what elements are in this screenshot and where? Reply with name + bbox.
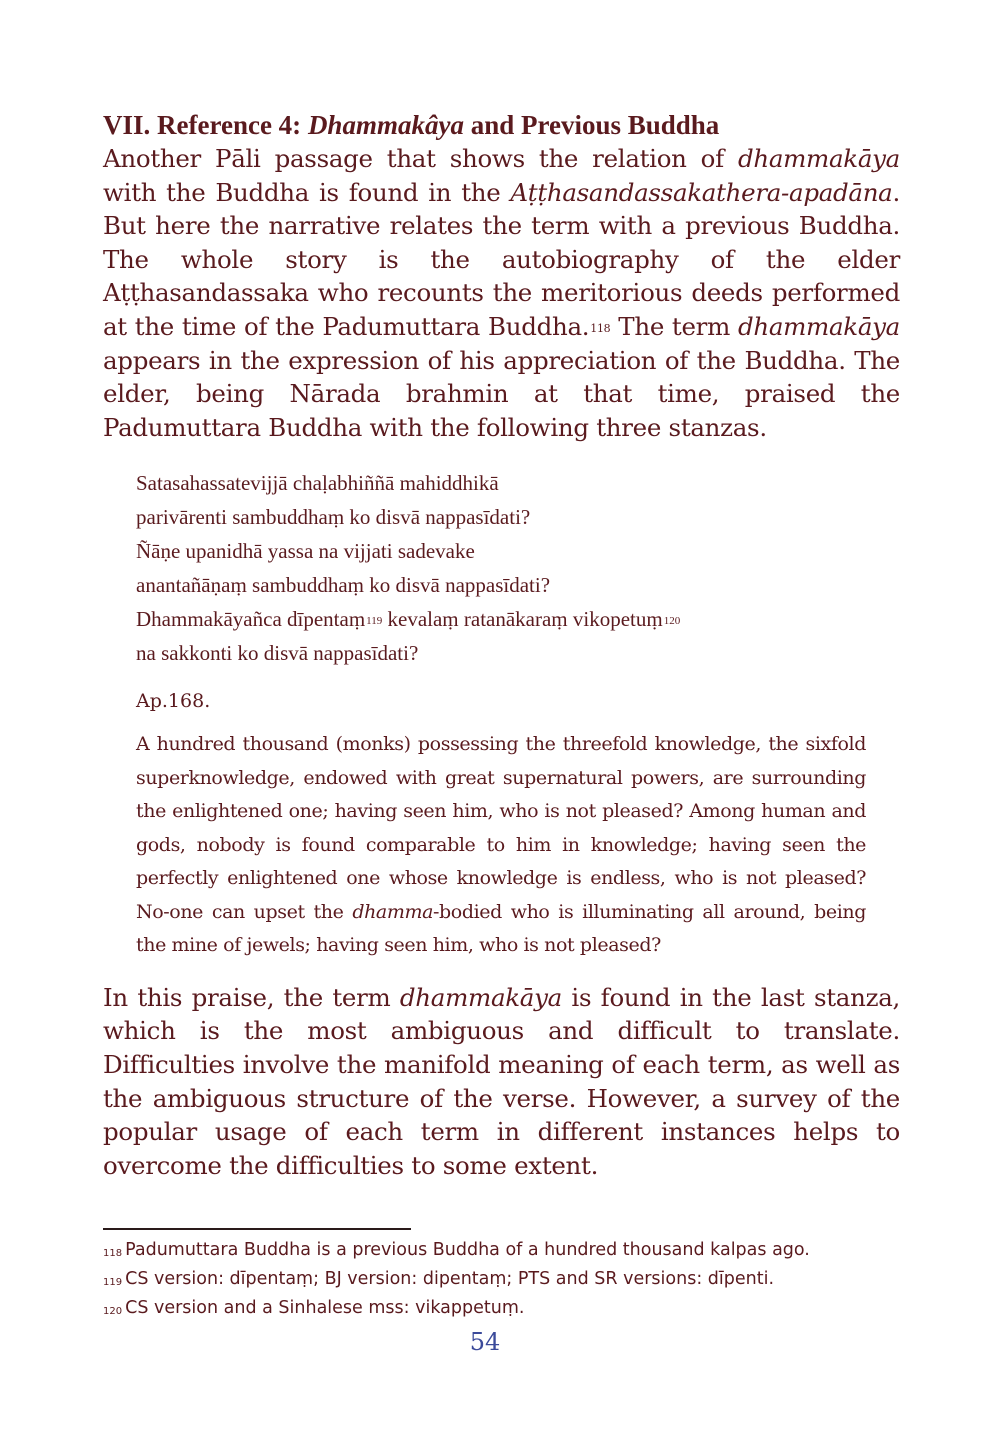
intro-paragraph <box>103 142 900 444</box>
verse-line: na sakkonti ko disvā nappasīdati? <box>136 641 419 666</box>
heading-suffix: and Previous Buddha <box>463 110 720 140</box>
heading-prefix: VII. Reference 4: <box>103 110 308 140</box>
footnote-number: 120 <box>103 1306 123 1317</box>
intro-italic-1: dhammakāya <box>737 144 900 173</box>
footnote-ref-120[interactable]: 120 <box>663 615 681 628</box>
verse-line: Ñāṇe upanidhā yassa na vijjati sadevake <box>136 539 475 564</box>
footnote-item <box>103 1294 903 1323</box>
footnote-divider <box>103 1228 411 1230</box>
footnote-number: 119 <box>103 1277 123 1288</box>
footnote-number: 118 <box>103 1248 123 1259</box>
footnotes <box>103 1236 903 1323</box>
intro-text-1: Another Pāli passage that shows the relation of <box>103 144 738 173</box>
translation-text-2: -bodied who is illuminating all around, being the mine of jewels; having seen him, who is not pleased? <box>136 900 867 957</box>
verse-translation <box>136 728 866 963</box>
intro-text-5: appears in the expression of his appreciation of the Buddha. The elder, being Nārada brahmin at that time, praised the Padumuttara Buddha with the following three stanzas. <box>103 345 900 442</box>
verse-source: Ap.168. <box>136 690 211 713</box>
footnote-text: Padumuttara Buddha is a previous Buddha of a hundred thousand kalpas ago. <box>125 1240 810 1260</box>
footnote-ref-118[interactable]: 118 <box>590 321 611 335</box>
page-body <box>103 108 900 1182</box>
verse-line <box>136 602 866 636</box>
closing-text-2: is found in the last stanza, which is the most ambiguous and difficult to translate. Difficulties involve the manifold meaning of each term, as well as the ambiguous structure of the verse. However, a survey of the popular usage of each term in different instances helps to overcome the difficulties to some extent. <box>103 982 900 1180</box>
verse-line5-part2: kevalaṃ ratanākaraṃ vikopetuṃ <box>382 607 663 632</box>
footnote-ref-119[interactable]: 119 <box>366 615 383 628</box>
verse-line: Satasahassatevijjā chaḷabhiññā mahiddhikā <box>136 471 499 496</box>
intro-text-4: The term <box>610 311 738 341</box>
closing-italic: dhammakāya <box>399 982 562 1012</box>
heading-italic-term: Dhammakâya <box>307 110 464 140</box>
footnote-text: CS version: dīpentaṃ; BJ version: dipentaṃ; PTS and SR versions: dīpenti. <box>125 1269 775 1289</box>
footnote-text: CS version and a Sinhalese mss: vikappetuṃ. <box>125 1298 525 1318</box>
translation-italic: dhamma <box>352 900 434 923</box>
closing-paragraph <box>103 981 900 1183</box>
footnote-item <box>103 1236 903 1265</box>
page-number: 54 <box>469 1328 501 1356</box>
verse-line: anantañāṇaṃ sambuddhaṃ ko disvā nappasīdati? <box>136 573 551 598</box>
intro-text-3: . But here the narrative relates the term with a previous Buddha. The whole story is the autobiography of the elder Aṭṭhasandassaka who recounts the meritorious deeds performed at the time of the Padumuttara Buddha. <box>103 177 900 341</box>
closing-text-1: In this praise, the term <box>103 982 400 1012</box>
intro-italic-2: Aṭṭhasandassakathera-apadāna <box>510 177 893 207</box>
pali-verse <box>136 466 866 670</box>
section-heading <box>103 108 900 142</box>
verse-line: parivārenti sambuddhaṃ ko disvā nappasīdati? <box>136 505 531 530</box>
footnote-item <box>103 1265 903 1294</box>
intro-text-2: with the Buddha is found in the <box>103 177 511 207</box>
verse-line5-part1: Dhammakāyañca dīpentaṃ <box>136 607 366 632</box>
translation-text-1: A hundred thousand (monks) possessing the threefold knowledge, the sixfold superknowledge, endowed with great supernatural powers, are surrounding the enlightened one; having seen him, who is not pleased? Among human and gods, nobody is found comparable to him in knowledge; having seen the perfectly enlightened one whose knowledge is endless, who is not pleased? No-one can upset the <box>136 733 866 923</box>
intro-italic-3: dhammakāya <box>737 311 900 341</box>
